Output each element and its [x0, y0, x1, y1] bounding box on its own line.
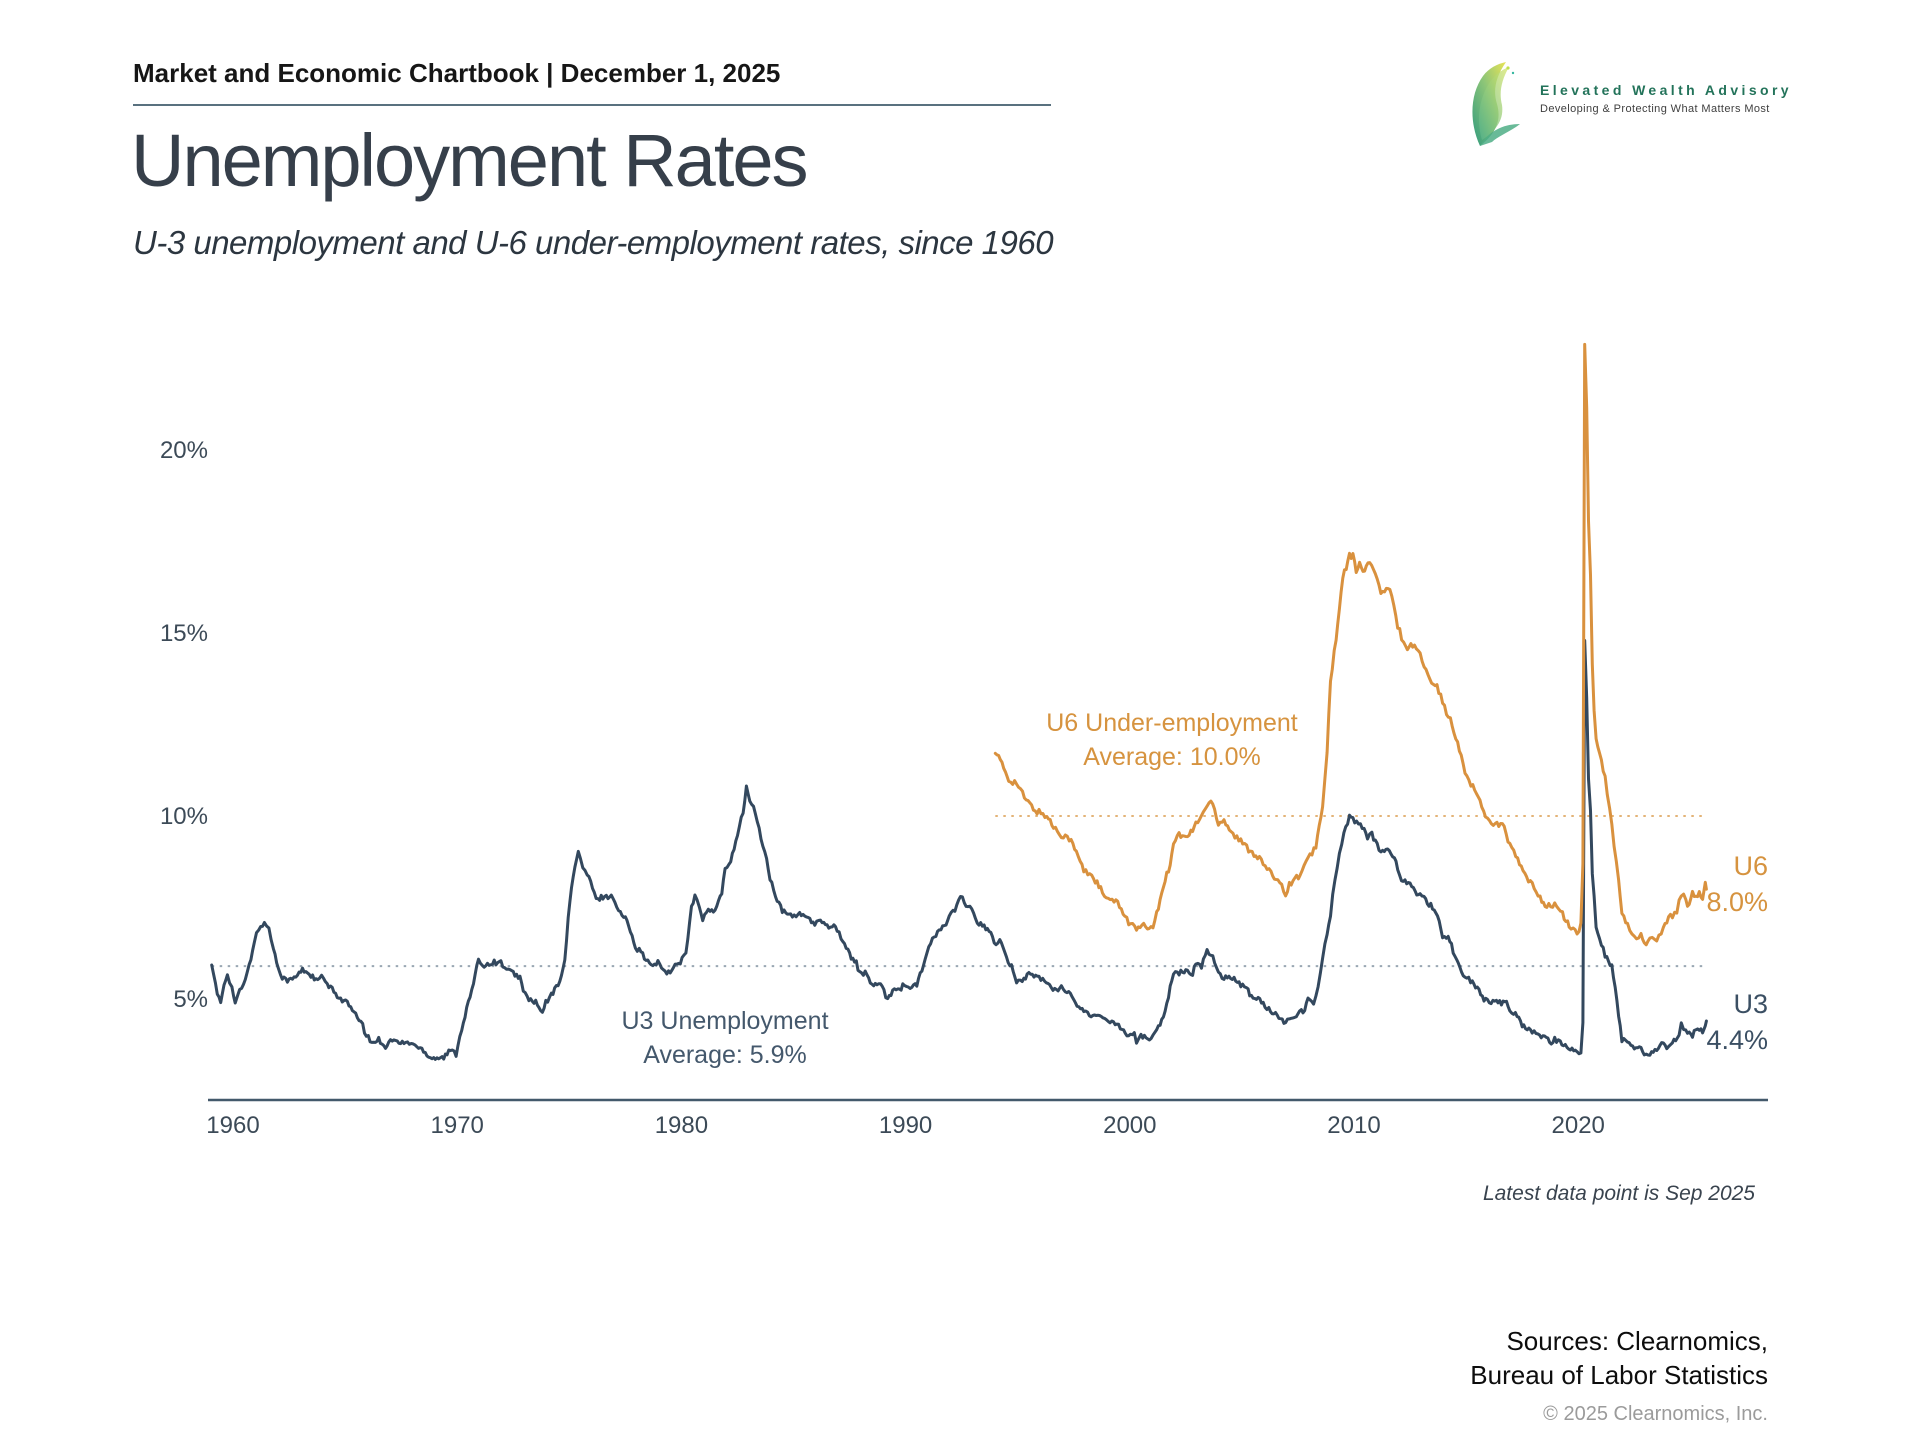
x-tick-label: 2020: [1551, 1112, 1605, 1139]
x-tick-label: 1970: [430, 1112, 484, 1139]
logo-tagline: Developing & Protecting What Matters Most: [1540, 103, 1770, 115]
u6-latest-value: 8.0%: [1706, 887, 1768, 917]
u6-annotation-line1: U6 Under-employment: [1046, 709, 1298, 737]
logo-brand-name: Elevated Wealth Advisory: [1540, 82, 1792, 98]
y-tick-label: 5%: [173, 986, 208, 1013]
u3-latest-value: 4.4%: [1706, 1025, 1768, 1055]
u3-end-label: [1706, 986, 1768, 1058]
u6-end-label: [1706, 848, 1768, 920]
u3-series-label: U3: [1733, 989, 1768, 1019]
x-tick-label: 2000: [1103, 1112, 1157, 1139]
u6-series-label: U6: [1733, 851, 1768, 881]
x-tick-label: 1960: [206, 1112, 260, 1139]
x-tick-label: 1990: [878, 1112, 933, 1139]
u6-line: [995, 344, 1706, 944]
latest-data-note: Latest data point is Sep 2025: [1482, 1182, 1755, 1205]
sources-block: [1470, 1324, 1768, 1431]
copyright-note: © 2025 Clearnomics, Inc.: [1543, 1403, 1768, 1425]
y-tick-label: 20%: [159, 437, 208, 464]
header-title: Market and Economic Chartbook | December 1, 2025: [133, 58, 781, 88]
x-tick-label: 2010: [1327, 1112, 1381, 1139]
page-title: Unemployment Rates: [131, 119, 807, 202]
sources-line2: Bureau of Labor Statistics: [1470, 1360, 1768, 1390]
x-tick-label: 1980: [654, 1112, 709, 1139]
u3-line: [212, 641, 1707, 1060]
u3-average-annotation: [621, 1004, 828, 1072]
y-tick-label: 15%: [159, 620, 208, 647]
u6-average-annotation: [1046, 706, 1298, 774]
u3-annotation-line2: Average: 5.9%: [643, 1041, 807, 1069]
sources-line1: Sources: Clearnomics,: [1506, 1326, 1768, 1356]
u6-annotation-line2: Average: 10.0%: [1083, 743, 1261, 771]
u3-annotation-line1: U3 Unemployment: [621, 1007, 829, 1035]
y-tick-label: 10%: [159, 803, 208, 830]
page-subtitle: U-3 unemployment and U-6 under-employment rates, since 1960: [133, 224, 1054, 261]
